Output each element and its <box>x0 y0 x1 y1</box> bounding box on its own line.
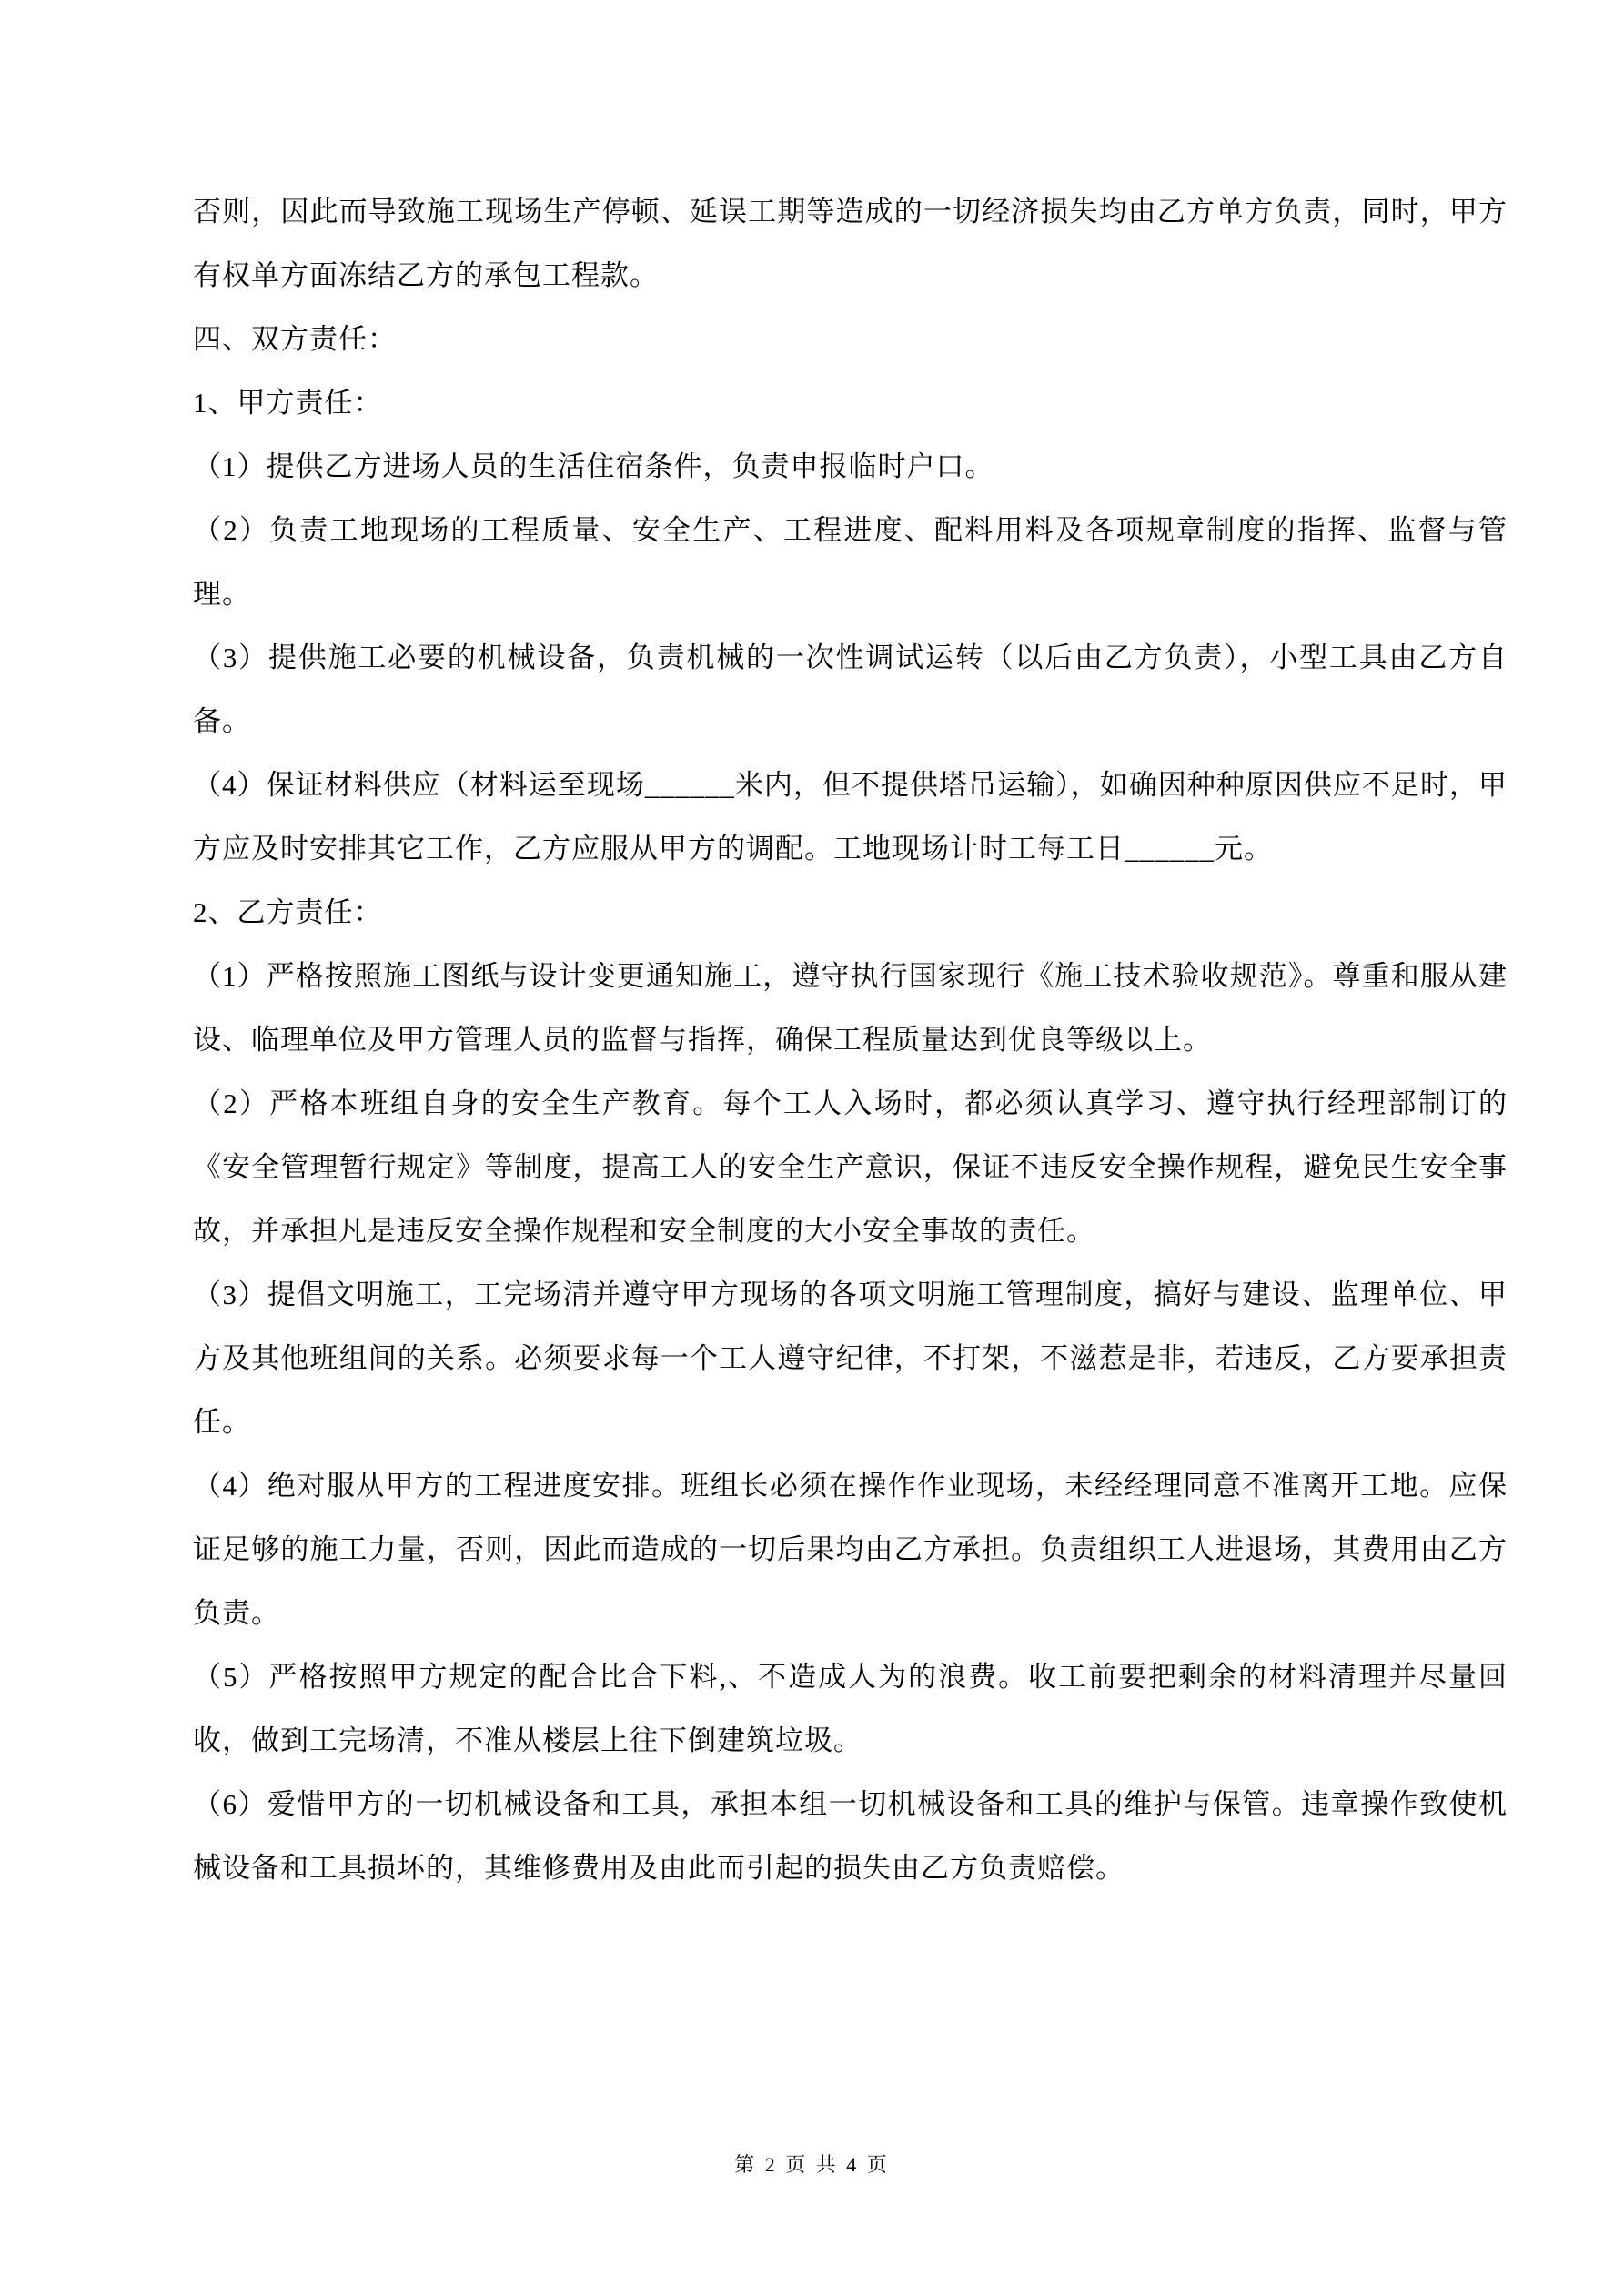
paragraph: （5）严格按照甲方规定的配合比合下料,、不造成人为的浪费。收工前要把剩余的材料清理并尽量回收，做到工完场清，不准从楼层上往下倒建筑垃圾。 <box>193 1661 1508 1756</box>
paragraph: （6）爱惜甲方的一切机械设备和工具，承担本组一切机械设备和工具的维护与保管。违章操作致使机械设备和工具损坏的，其维修费用及由此而引起的损失由乙方负责赔偿。 <box>193 1788 1508 1884</box>
paragraph: （2）负责工地现场的工程质量、安全生产、工程进度、配料用料及各项规章制度的指挥、监督与管理。 <box>193 514 1508 610</box>
paragraph: （1）提供乙方进场人员的生活住宿条件，负责申报临时户口。 <box>193 450 994 482</box>
paragraph: （3）提倡文明施工，工完场清并遵守甲方现场的各项文明施工管理制度，搞好与建设、监理单位、甲方及其他班组间的关系。必须要求每一个工人遵守纪律，不打架，不滋惹是非，若违反，乙方要承担责任。 <box>193 1279 1508 1438</box>
paragraph: 四、双方责任： <box>193 323 397 355</box>
document-body <box>193 180 1508 1900</box>
paragraph: （4）保证材料供应（材料运至现场______米内，但不提供塔吊运输），如确因种种原因供应不足时，甲方应及时安排其它工作，乙方应服从甲方的调配。工地现场计时工每工日______元。 <box>193 769 1508 865</box>
paragraph: （2）严格本班组自身的安全生产教育。每个工人入场时，都必须认真学习、遵守执行经理部制订的《安全管理暂行规定》等制度，提高工人的安全生产意识，保证不违反安全操作规程，避免民生安全事故，并承担凡是违反安全操作规程和安全制度的大小安全事故的责任。 <box>193 1087 1508 1247</box>
paragraph: （4）绝对服从甲方的工程进度安排。班组长必须在操作作业现场，未经经理同意不准离开工地。应保证足够的施工力量，否则，因此而造成的一切后果均由乙方承担。负责组织工人进退场，其费用由乙方负责。 <box>193 1470 1508 1629</box>
paragraph: （3）提供施工必要的机械设备，负责机械的一次性调试运转（以后由乙方负责），小型工具由乙方自备。 <box>193 642 1508 737</box>
page-footer: 第 2 页 共 4 页 <box>734 2153 890 2176</box>
paragraph: 1、甲方责任： <box>193 387 383 419</box>
paragraph: （1）严格按照施工图纸与设计变更通知施工，遵守执行国家现行《施工技术验收规范》。尊重和服从建设、临理单位及甲方管理人员的监督与指挥，确保工程质量达到优良等级以上。 <box>193 960 1508 1056</box>
paragraph: 2、乙方责任： <box>193 896 383 928</box>
paragraph: 否则，因此而导致施工现场生产停顿、延误工期等造成的一切经济损失均由乙方单方负责，同时，甲方有权单方面冻结乙方的承包工程款。 <box>193 196 1508 291</box>
